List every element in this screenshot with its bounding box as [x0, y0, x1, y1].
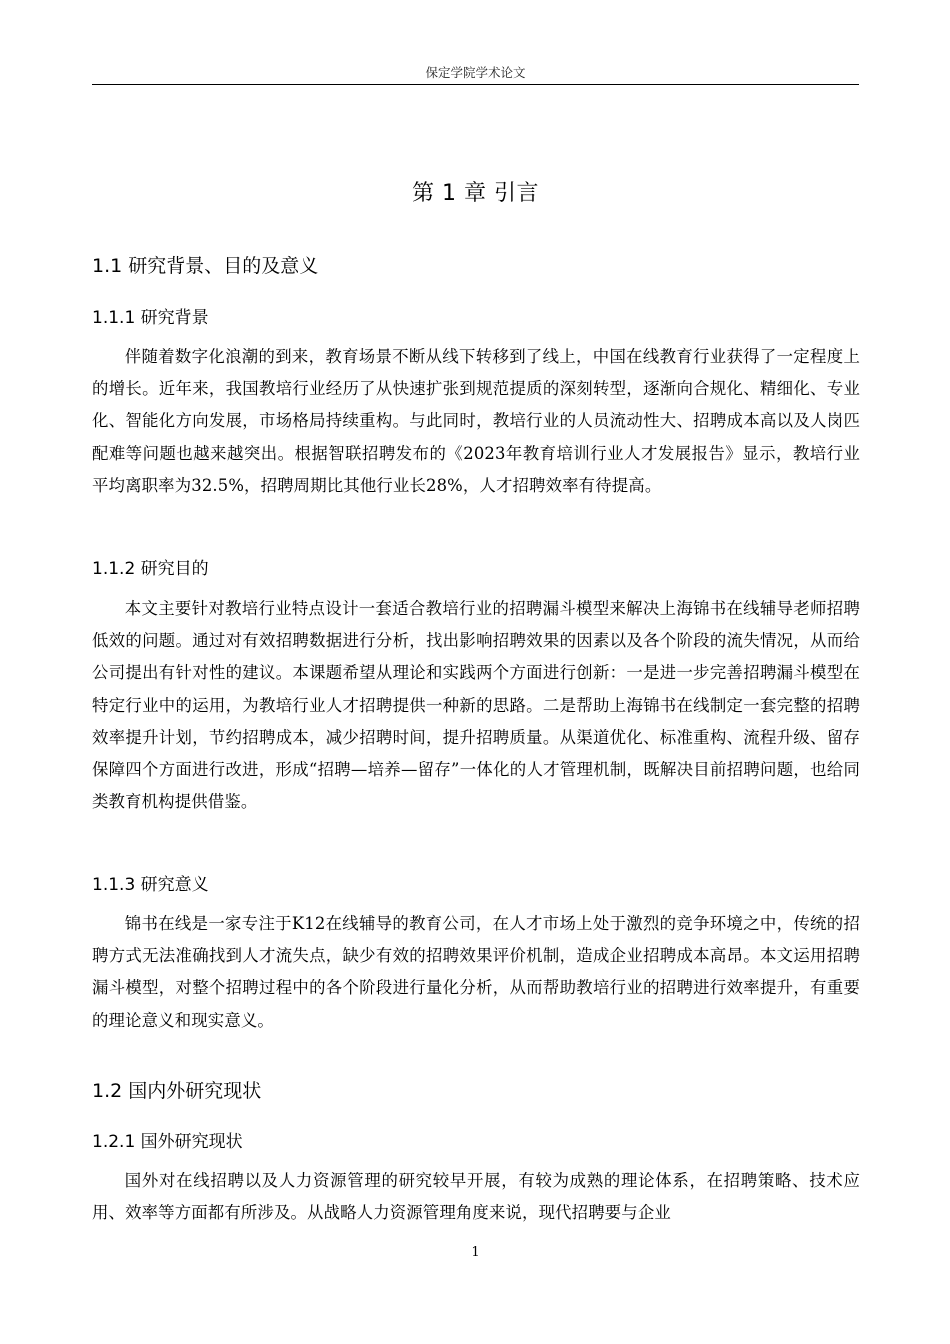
- section-heading-1-1: 1.1 研究背景、目的及意义: [92, 255, 319, 277]
- page-number: 1: [471, 1245, 480, 1260]
- section-heading-1-1-3: 1.1.3 研究意义: [92, 875, 209, 895]
- section-heading-1-1-2: 1.1.2 研究目的: [92, 559, 209, 579]
- running-header: 保定学院学术论文: [425, 65, 526, 80]
- paragraph-research-background: 伴随着数字化浪潮的到来，教育场景不断从线下转移到了线上，中国在线教育行业获得了一定程度上的增长。近年来，我国教培行业经历了从快速扩张到规范提质的深刻转型，逐渐向合规化、精细化、专业化、智能化方向发展，市场格局持续重构。与此同时，教培行业的人员流动性大、招聘成本高以及人岗匹配难等问题也越来越突出。根据智联招聘发布的《2023年教育培训行业人才发展报告》显示，教培行业平均离职率为32.5%，招聘周期比其他行业长28%，人才招聘效率有待提高。: [92, 347, 860, 495]
- section-heading-1-2-1: 1.2.1 国外研究现状: [92, 1132, 243, 1152]
- paragraph-research-purpose: 本文主要针对教培行业特点设计一套适合教培行业的招聘漏斗模型来解决上海锦书在线辅导老师招聘低效的问题。通过对有效招聘数据进行分析，找出影响招聘效果的因素以及各个阶段的流失情况，从而给公司提出有针对性的建议。本课题希望从理论和实践两个方面进行创新：一是进一步完善招聘漏斗模型在特定行业中的运用，为教培行业人才招聘提供一种新的思路。二是帮助上海锦书在线制定一套完整的招聘效率提升计划，节约招聘成本，减少招聘时间，提升招聘质量。从渠道优化、标准重构、流程升级、留存保障四个方面进行改进，形成“招聘—培养—留存”一体化的人才管理机制，既解决目前招聘问题，也给同类教育机构提供借鉴。: [92, 599, 860, 812]
- paragraph-research-significance: 锦书在线是一家专注于K12在线辅导的教育公司，在人才市场上处于激烈的竞争环境之中，传统的招聘方式无法准确找到人才流失点，缺少有效的招聘效果评价机制，造成企业招聘成本高昂。本文运用招聘漏斗模型，对整个招聘过程中的各个阶段进行量化分析，从而帮助教培行业的招聘进行效率提升，有重要的理论意义和现实意义。: [92, 914, 860, 1030]
- paragraph-foreign-research: 国外对在线招聘以及人力资源管理的研究较早开展，有较为成熟的理论体系，在招聘策略、技术应用、效率等方面都有所涉及。从战略人力资源管理角度来说，现代招聘要与企业: [92, 1171, 860, 1223]
- chapter-title: 第 1 章 引言: [412, 181, 539, 206]
- header-rule: [92, 84, 859, 85]
- section-heading-1-1-1: 1.1.1 研究背景: [92, 308, 209, 328]
- section-heading-1-2: 1.2 国内外研究现状: [92, 1080, 262, 1102]
